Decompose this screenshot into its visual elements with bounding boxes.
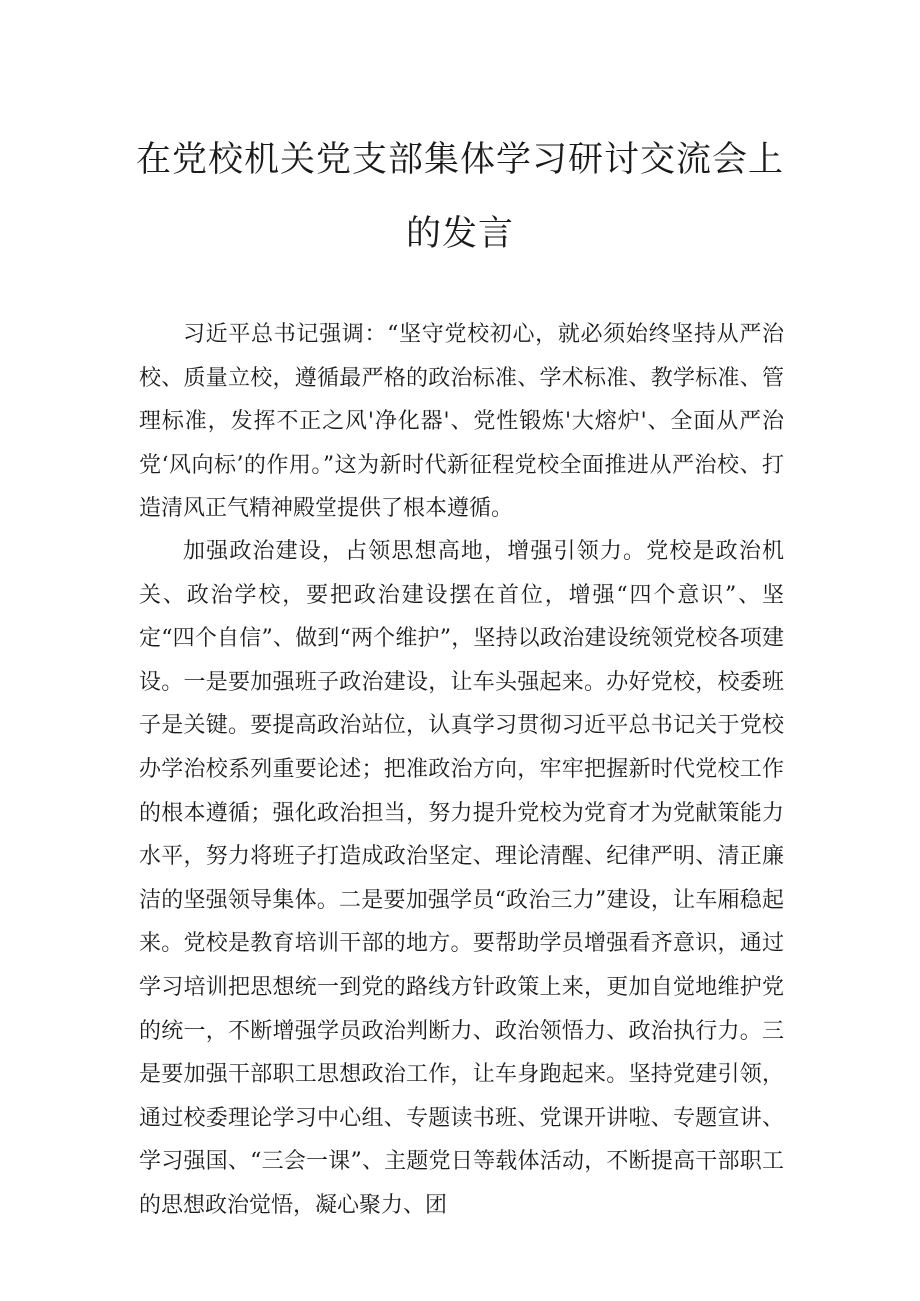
paragraph-1: 习近平总书记强调：“坚守党校初心，就必须始终坚持从严治校、质量立校，遵循最严格的政治标准、学术标准、教学标准、管理标准，发挥不正之风'净化器'、党性锻炼'大熔炉'、全面从严治党‘风向标’的作用。”这为新时代新征程党校全面推进从严治校、打造清风正气精神殿堂提供了根本遵循。 [139, 322, 784, 522]
paragraph-2: 加强政治建设，占领思想高地，增强引领力。党校是政治机关、政治学校，要把政治建设摆在首位，增强“四个意识”、坚定“四个自信”、做到“两个维护”，坚持以政治建设统领党校各项建设。一是要加强班子政治建设，让车头强起来。办好党校，校委班子是关键。要提高政治站位，认真学习贯彻习近平总书记关于党校办学治校系列重要论述；把准政治方向，牢牢把握新时代党校工作的根本遵循；强化政治担当，努力提升党校为党育才为党献策能力水平，努力将班子打造成政治坚定、理论清醒、纪律严明、清正廉洁的坚强领导集体。二是要加强学员“政治三力”建设，让车厢稳起来。党校是教育培训干部的地方。要帮助学员增强看齐意识，通过学习培训把思想统一到党的路线方针政策上来，更加自觉地维护党的统一，不断增强学员政治判断力、政治领悟力、政治执行力。三是要加强干部职工思想政治工作，让车身跑起来。坚持党建引领，通过校委理论学习中心组、专题读书班、党课开讲啦、专题宣讲、学习强国、“三会一课”、主题党日等载体活动，不断提高干部职工的思想政治觉悟，凝心聚力、团 [139, 539, 784, 1218]
document-title-line-2: 的发言 [405, 214, 514, 254]
document-title-line-1: 在党校机关党支部集体学习研讨交流会上 [135, 140, 784, 180]
